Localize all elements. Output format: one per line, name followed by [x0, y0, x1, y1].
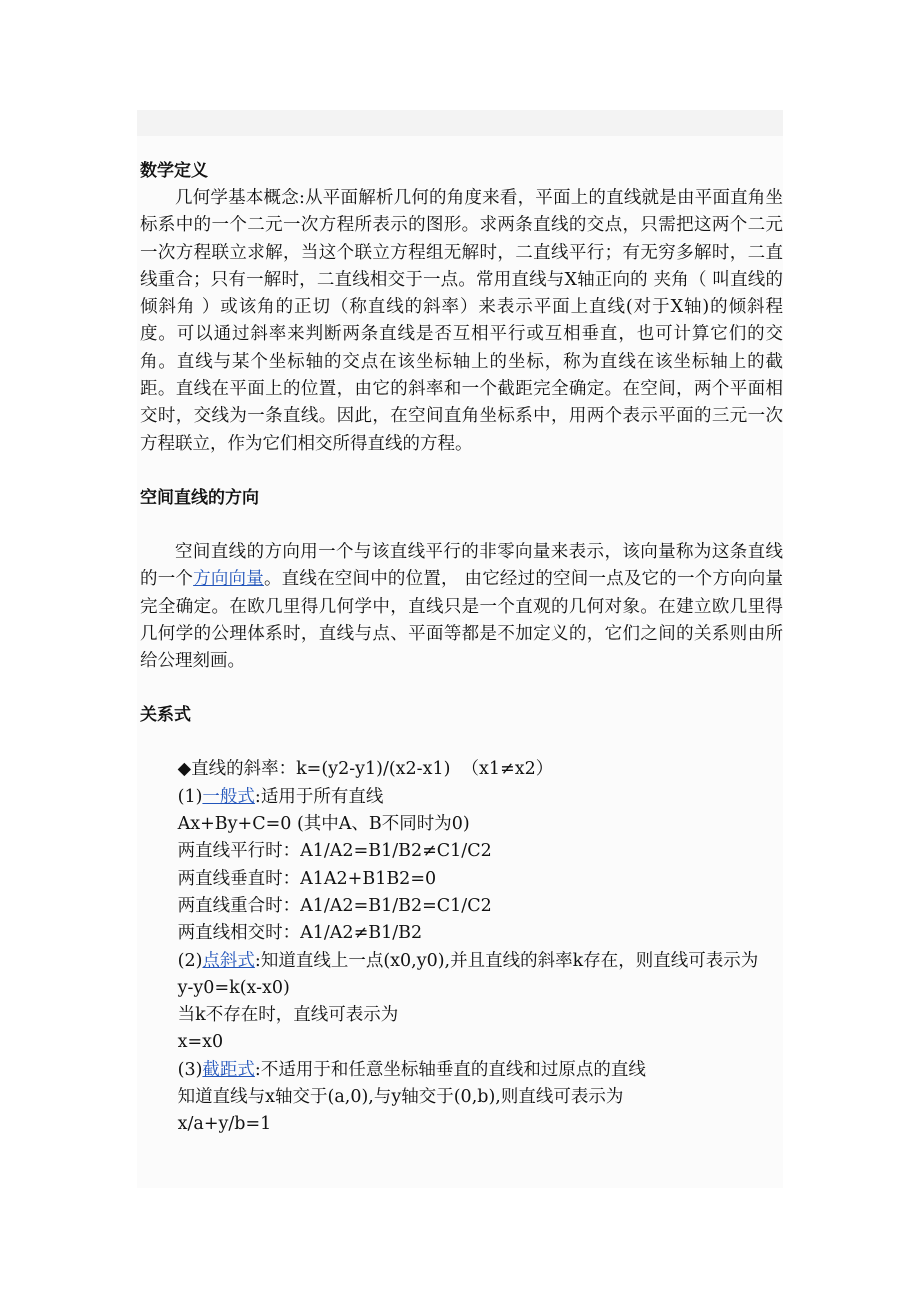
general-form-line: 两直线相交时：A1/A2≠B1/B2: [177, 923, 423, 944]
document-content: [140, 158, 783, 1139]
direction-text-before: 空间直线的方向用一个与该直线平行的非零向量来表示，该向量称为这条直线的一个: [140, 541, 783, 590]
intercept-line: 知道直线与x轴交于(a,0),与y轴交于(0,b),则直线可表示为: [177, 1087, 624, 1108]
intercept-suffix: :不适用于和任意坐标轴垂直的直线和过原点的直线: [254, 1059, 646, 1080]
intercept-link[interactable]: 截距式: [202, 1059, 255, 1080]
point-slope-prefix: (2): [177, 950, 203, 971]
general-form-line: Ax+By+C=0 (其中A、B不同时为0): [177, 814, 470, 835]
intercept-line: x/a+y/b=1: [177, 1114, 272, 1135]
section-heading-relations: 关系式: [140, 705, 191, 726]
point-slope-line: y-y0=k(x-x0): [177, 977, 290, 998]
intercept-prefix: (3): [177, 1059, 203, 1080]
general-form-suffix: :适用于所有直线: [254, 786, 384, 807]
point-slope-suffix: :知道直线上一点(x0,y0),并且直线的斜率k存在，则直线可表示为: [254, 950, 759, 971]
general-form-link[interactable]: 一般式: [202, 786, 255, 807]
point-slope-line: 当k不存在时，直线可表示为: [177, 1005, 399, 1026]
general-form-prefix: (1): [177, 786, 203, 807]
direction-vector-link[interactable]: 方向向量: [193, 569, 264, 590]
intercept-title: [140, 1057, 783, 1084]
slope-formula: ◆直线的斜率：k=(y2-y1)/(x2-x1) （x1≠x2）: [177, 759, 554, 780]
direction-text-after: 。直线在空间中的位置， 由它经过的空间一点及它的一个方向向量完全确定。在欧几里得几何学中，直线只是一个直观的几何对象。在建立欧几里得几何学的公理体系时，直线与点、平面等都是不加定义的，它们之间的关系则由所给公理刻画。: [140, 569, 784, 672]
general-form-title: [140, 784, 783, 811]
page-header-strip: [137, 110, 783, 136]
direction-paragraph: [140, 539, 783, 675]
general-form-line: 两直线重合时：A1/A2=B1/B2=C1/C2: [177, 895, 492, 916]
section-heading-definition: 数学定义: [140, 161, 208, 181]
general-form-line: 两直线平行时：A1/A2=B1/B2≠C1/C2: [177, 841, 492, 862]
point-slope-title: [140, 948, 783, 975]
point-slope-line: x=x0: [177, 1032, 224, 1053]
document-page: [137, 110, 783, 1188]
section-heading-direction: 空间直线的方向: [140, 487, 259, 508]
general-form-line: 两直线垂直时：A1A2+B1B2=0: [177, 868, 437, 889]
definition-paragraph: 几何学基本概念:从平面解析几何的角度来看，平面上的直线就是由平面直角坐标系中的一个二元一次方程所表示的图形。求两条直线的交点，只需把这两个二元一次方程联立求解，当这个联立方程组无解时，二直线平行；有无穷多解时，二直线重合；只有一解时，二直线相交于一点。常用直线与X轴正向的 夹角（ 叫直线的倾斜角 ）或该角的正切（称直线的斜率）来表示平面上直线(对于X轴)的倾斜程度。可以通过斜率来判断两条直线是否互相平行或互相垂直，也可计算它们的交角。直线与某个坐标轴的交点在该坐标轴上的坐标，称为直线在该坐标轴上的截距。直线在平面上的位置，由它的斜率和一个截距完全确定。在空间，两个平面相交时，交线为一条直线。因此，在空间直角坐标系中，用两个表示平面的三元一次方程联立，作为它们相交所得直线的方程。: [140, 188, 783, 454]
point-slope-link[interactable]: 点斜式: [202, 950, 255, 971]
